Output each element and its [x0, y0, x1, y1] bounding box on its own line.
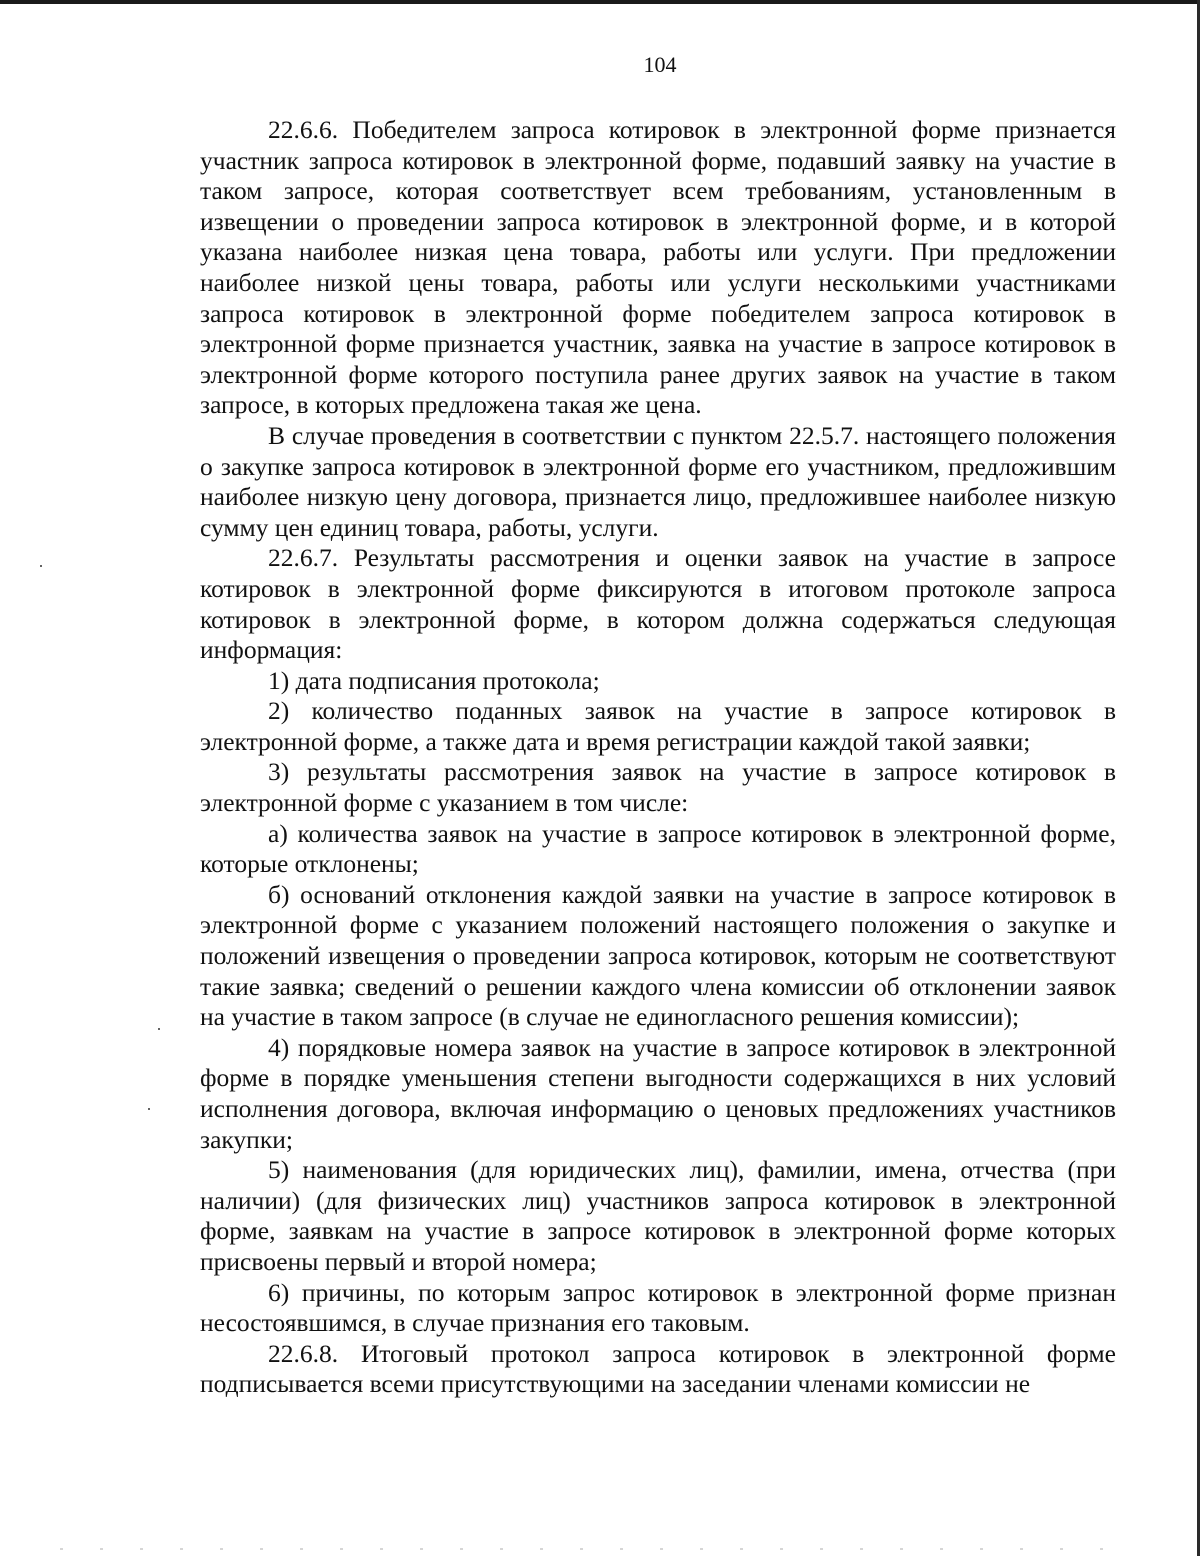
paragraph-case-22-5-7: В случае проведения в соответствии с пунктом 22.5.7. настоящего положения о закупке запроса котировок в электронной форме его участником, предложившим наиболее низкую цену договора, признается лицо, предложившее наиболее низкую сумму цен единиц товара, работы, услуги. [200, 420, 1116, 542]
list-item-4: 4) порядковые номера заявок на участие в запросе котировок в электронной форме в порядке уменьшения степени выгодности содержащихся в них условий исполнения договора, включая информацию о ценовых предложениях участников закупки; [200, 1032, 1116, 1154]
list-item-1: 1) дата подписания протокола; [268, 665, 600, 695]
paragraph-22-6-8: 22.6.8. Итоговый протокол запроса котировок в электронной форме подписывается всеми присутствующими на заседании членами комиссии не [200, 1338, 1116, 1399]
list-item-2: 2) количество поданных заявок на участие в запросе котировок в электронной форме, а также дата и время регистрации каждой такой заявки; [200, 696, 1116, 756]
scan-speck [158, 1028, 160, 1030]
list-item-3b: б) оснований отклонения каждой заявки на участие в запросе котировок в электронной форме с указанием положений настоящего положения о закупке и положений извещения о проведении запроса котировок, которым не соответствуют такие заявка; сведений о решении каждого члена комиссии об отклонении заявок на участие в таком запросе (в случае не единогласного решения комиссии); [200, 879, 1116, 1032]
paragraph-22-6-7: 22.6.7. Результаты рассмотрения и оценки заявок на участие в запросе котировок в электронной форме фиксируются в итоговом протоколе запроса котировок в электронной форме, в котором должна содержаться следующая информация: [200, 543, 1116, 665]
list-item-3a: а) количества заявок на участие в запросе котировок в электронной форме, которые отклонены; [200, 818, 1116, 879]
list-item-5: 5) наименования (для юридических лиц), фамилии, имена, отчества (при наличии) (для физических лиц) участников запроса котировок в электронной форме, заявкам на участие в запросе котировок в электронной форме которых присвоены первый и второй номера; [200, 1155, 1116, 1276]
page-number: 104 [643, 52, 677, 77]
document-body [200, 115, 1116, 1400]
paragraph-22-6-6: 22.6.6. Победителем запроса котировок в электронной форме признается участник запроса котировок в электронной форме, подавший заявку на участие в таком запросе, которая соответствует всем требованиям, установленным в извещении о проведении запроса котировок в электронной форме, и в которой указана наиболее низкая цена товара, работы или услуги. При предложении наиболее низкой цены товара, работы или услуги несколькими участниками запроса котировок в электронной форме победителем запроса котировок в электронной форме признается участник, заявка на участие в запросе котировок в электронной форме которого поступила ранее других заявок на участие в таком запросе, в которых предложена такая же цена. [200, 115, 1116, 420]
list-item-6: 6) причины, по которым запрос котировок в электронной форме признан несостоявшимся, в случае признания его таковым. [200, 1277, 1116, 1338]
list-item-3: 3) результаты рассмотрения заявок на участие в запросе котировок в электронной форме с указанием в том числе: [200, 757, 1116, 818]
scan-speck [40, 565, 42, 567]
scan-bottom-noise [60, 1548, 1140, 1550]
scan-speck [148, 1108, 150, 1110]
scan-edge-top [0, 0, 1200, 4]
